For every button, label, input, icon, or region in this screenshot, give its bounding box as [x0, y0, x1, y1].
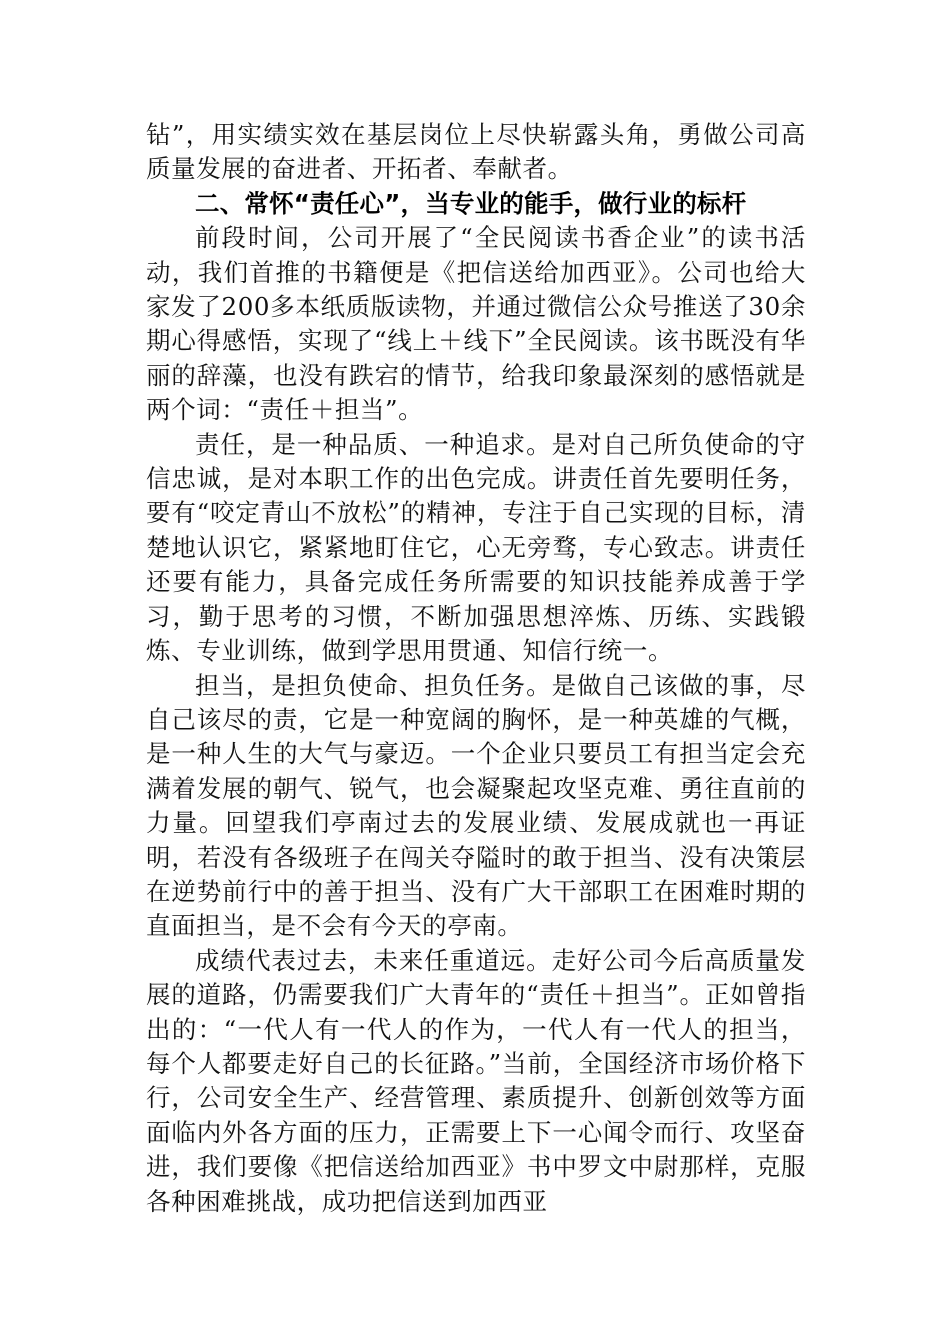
paragraph-responsibility: 责任，是一种品质、一种追求。是对自己所负使命的守信忠诚，是对本职工作的出色完成。讲责任首先要明任务，要有“咬定青山不放松”的精神，专注于自己实现的目标，清楚地认识它，紧紧地盯住它，心无旁骛，专心致志。讲责任还要有能力，具备完成任务所需要的知识技能养成善于学习，勤于思考的习惯，不断加强思想淬炼、历练、实践锻炼、专业训练，做到学思用贯通、知信行统一。 [146, 429, 806, 666]
paragraph-continuation: 钻”，用实绩实效在基层岗位上尽快崭露头角，勇做公司高质量发展的奋进者、开拓者、奉献者。 [146, 120, 806, 184]
document-body [146, 118, 806, 1219]
paragraph-commitment: 担当，是担负使命、担负任务。是做自己该做的事，尽自己该尽的责，它是一种宽阔的胸怀，是一种英雄的气概，是一种人生的大气与豪迈。一个企业只要员工有担当定会充满着发展的朝气、锐气，也会凝聚起攻坚克难、勇往直前的力量。回望我们亭南过去的发展业绩、发展成就也一再证明，若没有各级班子在闯关夺隘时的敢于担当、没有决策层在逆势前行中的善于担当、没有广大干部职工在困难时期的直面担当，是不会有今天的亭南。 [146, 670, 806, 941]
section-heading: 二、常怀“责任心”，当专业的能手，做行业的标杆 [195, 188, 747, 218]
paragraph-reading-activity: 前段时间，公司开展了“全民阅读书香企业”的读书活动，我们首推的书籍便是《把信送给加西亚》。公司也给大家发了200多本纸质版读物，并通过微信公众号推送了30余期心得感悟，实现了“线上＋线下”全民阅读。该书既没有华丽的辞藻，也没有跌宕的情节，给我印象最深刻的感悟就是两个词：“责任＋担当”。 [146, 223, 806, 425]
paragraph-future: 成绩代表过去，未来任重道远。走好公司今后高质量发展的道路，仍需要我们广大青年的“责任＋担当”。正如曾指出的：“一代人有一代人的作为，一代人有一代人的担当，每个人都要走好自己的长征路。”当前，全国经济市场价格下行，公司安全生产、经营管理、素质提升、创新创效等方面面临内外各方面的压力，正需要上下一心闻令而行、攻坚奋进，我们要像《把信送给加西亚》书中罗文中尉那样，克服各种困难挑战，成功把信送到加西亚 [146, 945, 806, 1216]
